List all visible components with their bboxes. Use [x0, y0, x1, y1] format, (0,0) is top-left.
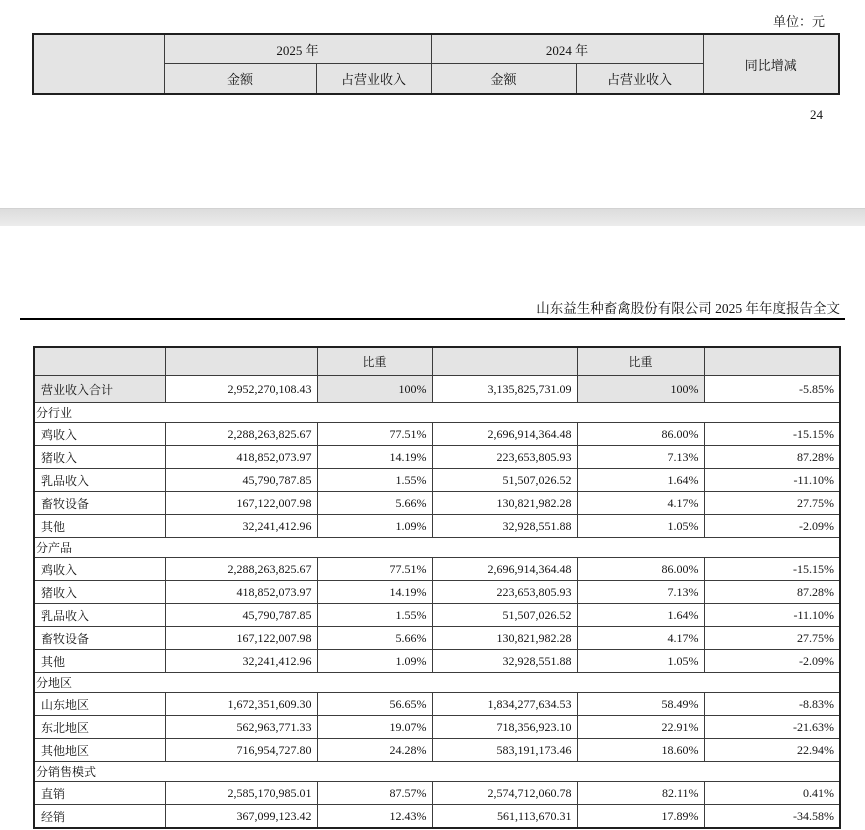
pct-2024-cell: 7.13% [577, 446, 704, 469]
yoy-cell: -15.15% [704, 558, 840, 581]
amount-2024-cell: 1,834,277,634.53 [432, 693, 577, 716]
row-label: 营业收入合计 [34, 376, 165, 403]
amount-2024-cell: 32,928,551.88 [432, 650, 577, 673]
empty-header-cell [34, 347, 165, 376]
table-row [34, 492, 840, 515]
pct-2025-cell: 1.55% [317, 469, 432, 492]
pct-2025-cell: 14.19% [317, 446, 432, 469]
table-row [34, 376, 840, 403]
table-row [34, 805, 840, 829]
table-row [34, 693, 840, 716]
amount-2024-cell: 2,696,914,364.48 [432, 423, 577, 446]
table-row [34, 782, 840, 805]
yoy-cell: 22.94% [704, 739, 840, 762]
yoy-cell: -34.58% [704, 805, 840, 829]
pct-2024-cell: 1.64% [577, 604, 704, 627]
amount-2024-cell: 130,821,982.28 [432, 492, 577, 515]
pct-2025-cell: 77.51% [317, 423, 432, 446]
section-label: 分销售模式 [34, 762, 840, 782]
pct-2024-cell: 100% [577, 376, 704, 403]
row-label: 山东地区 [34, 693, 165, 716]
table-row [34, 446, 840, 469]
amount-2025-cell: 32,241,412.96 [165, 515, 317, 538]
pct-header-2024: 占营业收入 [576, 64, 703, 95]
table-row [34, 469, 840, 492]
yoy-cell: -2.09% [704, 515, 840, 538]
amount-2024-cell: 130,821,982.28 [432, 627, 577, 650]
pct-2025-cell: 24.28% [317, 739, 432, 762]
pct-2025-cell: 77.51% [317, 558, 432, 581]
yoy-cell: -5.85% [704, 376, 840, 403]
row-label: 经销 [34, 805, 165, 829]
pct-2024-cell: 17.89% [577, 805, 704, 829]
amount-2024-cell: 718,356,923.10 [432, 716, 577, 739]
amount-header-2025: 金额 [164, 64, 316, 95]
amount-2024-cell: 583,191,173.46 [432, 739, 577, 762]
page-break-band [0, 208, 865, 226]
table-row [34, 581, 840, 604]
unit-label: 单位：元 [772, 14, 825, 29]
pct-2025-cell: 5.66% [317, 627, 432, 650]
pct-2025-cell: 56.65% [317, 693, 432, 716]
pct-2025-cell: 14.19% [317, 581, 432, 604]
amount-2025-cell: 2,288,263,825.67 [165, 423, 317, 446]
pct-2024-cell: 86.00% [577, 558, 704, 581]
table-row [34, 423, 840, 446]
table-row [34, 558, 840, 581]
weight-header-cell: 比重 [577, 347, 704, 376]
yoy-cell: -8.83% [704, 693, 840, 716]
pct-2024-cell: 82.11% [577, 782, 704, 805]
pct-2024-cell: 22.91% [577, 716, 704, 739]
pct-2024-cell: 1.64% [577, 469, 704, 492]
revenue-breakdown-table [33, 346, 841, 829]
amount-2025-cell: 418,852,073.97 [165, 581, 317, 604]
pct-2024-cell: 1.05% [577, 650, 704, 673]
amount-2025-cell: 32,241,412.96 [165, 650, 317, 673]
row-label: 其他 [34, 515, 165, 538]
amount-2024-cell: 2,574,712,060.78 [432, 782, 577, 805]
yoy-cell: 27.75% [704, 627, 840, 650]
amount-header-2024: 金额 [431, 64, 576, 95]
row-label: 猪收入 [34, 581, 165, 604]
section-row [34, 673, 840, 693]
table-row [34, 515, 840, 538]
row-label: 乳品收入 [34, 469, 165, 492]
revenue-header-table [32, 33, 840, 95]
row-label: 乳品收入 [34, 604, 165, 627]
section-row [34, 538, 840, 558]
amount-2024-cell: 32,928,551.88 [432, 515, 577, 538]
amount-2025-cell: 167,122,007.98 [165, 627, 317, 650]
section-row [34, 403, 840, 423]
table-row [34, 739, 840, 762]
pct-2025-cell: 1.09% [317, 650, 432, 673]
row-label: 鸡收入 [34, 423, 165, 446]
yoy-cell: -2.09% [704, 650, 840, 673]
yoy-cell: -15.15% [704, 423, 840, 446]
amount-2025-cell: 562,963,771.33 [165, 716, 317, 739]
page-number: 24 [810, 107, 823, 122]
pct-2025-cell: 5.66% [317, 492, 432, 515]
amount-2024-cell: 51,507,026.52 [432, 469, 577, 492]
pct-2025-cell: 12.43% [317, 805, 432, 829]
row-label: 其他地区 [34, 739, 165, 762]
corner-cell [33, 34, 164, 94]
yoy-cell: 0.41% [704, 782, 840, 805]
amount-2024-cell: 51,507,026.52 [432, 604, 577, 627]
amount-2024-cell: 3,135,825,731.09 [432, 376, 577, 403]
weight-header-cell: 比重 [317, 347, 432, 376]
amount-2025-cell: 418,852,073.97 [165, 446, 317, 469]
amount-2024-cell: 223,653,805.93 [432, 581, 577, 604]
table-row [34, 627, 840, 650]
pct-2025-cell: 19.07% [317, 716, 432, 739]
pct-2025-cell: 1.55% [317, 604, 432, 627]
yoy-cell: -11.10% [704, 469, 840, 492]
pct-2024-cell: 1.05% [577, 515, 704, 538]
section-label: 分产品 [34, 538, 840, 558]
row-label: 鸡收入 [34, 558, 165, 581]
row-label: 畜牧设备 [34, 492, 165, 515]
pct-2024-cell: 4.17% [577, 492, 704, 515]
section-row [34, 762, 840, 782]
yoy-cell: 27.75% [704, 492, 840, 515]
yoy-cell: 87.28% [704, 581, 840, 604]
amount-2025-cell: 1,672,351,609.30 [165, 693, 317, 716]
table-row [34, 650, 840, 673]
pct-2025-cell: 1.09% [317, 515, 432, 538]
yoy-cell: -21.63% [704, 716, 840, 739]
amount-2025-cell: 2,585,170,985.01 [165, 782, 317, 805]
amount-2025-cell: 45,790,787.85 [165, 604, 317, 627]
row-label: 东北地区 [34, 716, 165, 739]
table-row [34, 716, 840, 739]
row-label: 其他 [34, 650, 165, 673]
year-2024-header: 2024 年 [431, 34, 703, 64]
yoy-cell: 87.28% [704, 446, 840, 469]
year-2025-header: 2025 年 [164, 34, 431, 64]
section-label: 分地区 [34, 673, 840, 693]
pct-2024-cell: 7.13% [577, 581, 704, 604]
pct-2025-cell: 100% [317, 376, 432, 403]
amount-2025-cell: 716,954,727.80 [165, 739, 317, 762]
row-label: 直销 [34, 782, 165, 805]
row-label: 猪收入 [34, 446, 165, 469]
empty-header-cell [432, 347, 577, 376]
empty-header-cell [165, 347, 317, 376]
amount-2024-cell: 2,696,914,364.48 [432, 558, 577, 581]
yoy-change-header: 同比增减 [703, 34, 839, 94]
table-row [34, 604, 840, 627]
pct-2024-cell: 4.17% [577, 627, 704, 650]
title-rule [20, 318, 845, 320]
amount-2024-cell: 223,653,805.93 [432, 446, 577, 469]
pct-header-2025: 占营业收入 [316, 64, 431, 95]
main-table-header-row [34, 347, 840, 376]
amount-2025-cell: 2,288,263,825.67 [165, 558, 317, 581]
amount-2024-cell: 561,113,670.31 [432, 805, 577, 829]
pct-2025-cell: 87.57% [317, 782, 432, 805]
section-label: 分行业 [34, 403, 840, 423]
amount-2025-cell: 367,099,123.42 [165, 805, 317, 829]
pct-2024-cell: 86.00% [577, 423, 704, 446]
amount-2025-cell: 45,790,787.85 [165, 469, 317, 492]
pct-2024-cell: 58.49% [577, 693, 704, 716]
pct-2024-cell: 18.60% [577, 739, 704, 762]
empty-header-cell [704, 347, 840, 376]
amount-2025-cell: 2,952,270,108.43 [165, 376, 317, 403]
yoy-cell: -11.10% [704, 604, 840, 627]
amount-2025-cell: 167,122,007.98 [165, 492, 317, 515]
row-label: 畜牧设备 [34, 627, 165, 650]
report-title: 山东益生种畜禽股份有限公司 2025 年年度报告全文 [536, 301, 840, 316]
